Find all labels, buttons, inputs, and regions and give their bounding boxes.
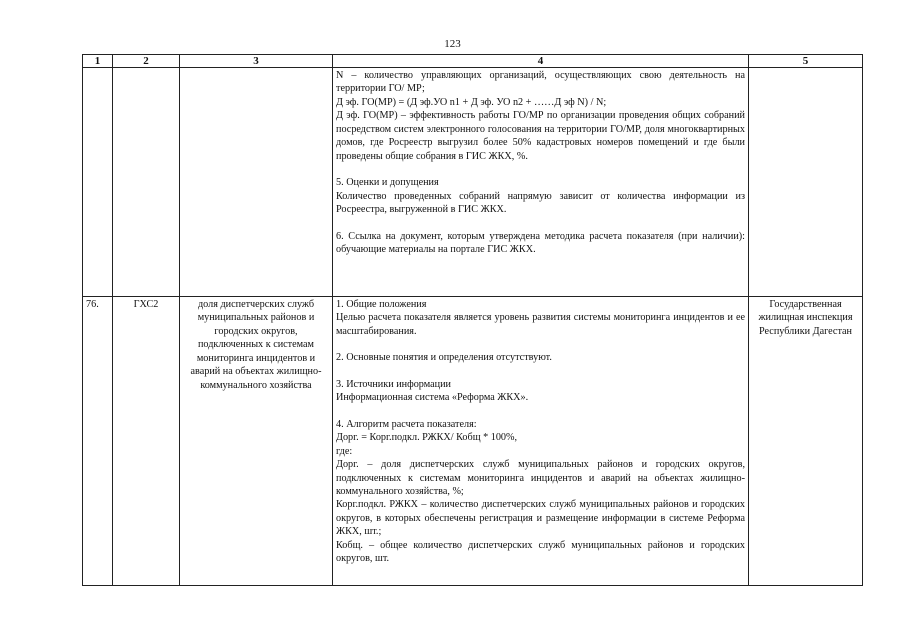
methodology-paragraph: Целью расчета показателя является уровень развития системы мониторинга инцидентов и ее масштабирования.: [336, 312, 745, 337]
methodology-paragraph: Корг.подкл. РЖКХ – количество диспетчерских служб муниципальных районов и городских округов, в которых обеспечены регистрация и размещение информации в системе Реформа ЖКХ, шт.;: [336, 499, 745, 538]
page-number: 123: [444, 38, 461, 50]
methodology-paragraph: где:: [336, 445, 353, 457]
methodology-paragraph: 6. Ссылка на документ, которым утверждена методика расчета показателя (при наличии): обучающие материалы на портале ГИС ЖКХ.: [336, 230, 745, 255]
header-row: [83, 55, 863, 68]
header-col-3: 3: [180, 55, 333, 68]
indicator-table: [82, 54, 863, 586]
table-row: [83, 297, 863, 586]
methodology-paragraph: Информационная система «Реформа ЖКХ».: [336, 392, 529, 404]
methodology-cell: [333, 297, 749, 586]
methodology-paragraph: 4. Алгоритм расчета показателя:: [336, 418, 477, 430]
header-col-2: 2: [113, 55, 180, 68]
methodology-paragraph: Д эф. ГО(МР) = (Д эф.УО n1 + Д эф. УО n2 + ……Д эф N) / N;: [336, 96, 607, 108]
indicator-name-cell: [180, 68, 333, 297]
methodology-cell: [333, 68, 749, 297]
table-row: [83, 68, 863, 297]
methodology-paragraph: Дорг. = Корг.подкл. РЖКХ/ Кобщ * 100%,: [336, 432, 518, 444]
methodology-paragraph: Кобщ. – общее количество диспетчерских служб муниципальных районов и городских округов, шт.: [336, 539, 745, 565]
methodology-paragraph: Количество проведенных собраний напрямую зависит от количества информации из Росреестра, выгруженной в ГИС ЖКХ.: [336, 190, 745, 216]
responsible-body-cell: Государственная жилищная инспекция Республики Дагестан: [749, 297, 863, 586]
row-number-cell: [83, 68, 113, 297]
methodology-paragraph: Д эф. ГО(МР) – эффективность работы ГО/МР по организации проведения общих собраний посредством систем электронного голосования на территории ГО/МР, доля многоквартирных домов, где Росреестр выгрузил более 50% кадастровых номеров помещений и где были проведены общие собрания в ГИС ЖКХ, %.: [336, 110, 745, 162]
header-col-4: 4: [333, 55, 749, 68]
methodology-paragraph: 5. Оценки и допущения: [336, 177, 439, 189]
header-col-5: 5: [749, 55, 863, 68]
paragraph-gap: [336, 217, 745, 230]
header-col-1: 1: [83, 55, 113, 68]
responsible-body-cell: [749, 68, 863, 297]
row-number-cell: 76.: [83, 297, 113, 586]
methodology-paragraph: N – количество управляющих организаций, осуществляющих свою деятельность на территории ГО/ МР;: [336, 70, 745, 95]
methodology-paragraph: 3. Источники информации: [336, 378, 451, 390]
indicator-code-cell: [113, 68, 180, 297]
paragraph-gap: [336, 365, 745, 378]
paragraph-gap: [336, 338, 745, 351]
indicator-code-cell: ГХС2: [113, 297, 180, 586]
indicator-name-cell: доля диспетчерских служб муниципальных районов и городских округов, подключенных к системам мониторинга инцидентов и аварий на объектах жилищно-коммунального хозяйства: [180, 297, 333, 586]
paragraph-gap: [336, 163, 745, 176]
methodology-paragraph: 1. Общие положения: [336, 299, 427, 310]
methodology-paragraph: Дорг. – доля диспетчерских служб муниципальных районов и городских округов, подключенных к системам мониторинга инцидентов и аварий на объектах жилищно-коммунального хозяйства, %;: [336, 459, 745, 497]
paragraph-gap: [336, 405, 745, 418]
methodology-paragraph: 2. Основные понятия и определения отсутствуют.: [336, 352, 552, 364]
